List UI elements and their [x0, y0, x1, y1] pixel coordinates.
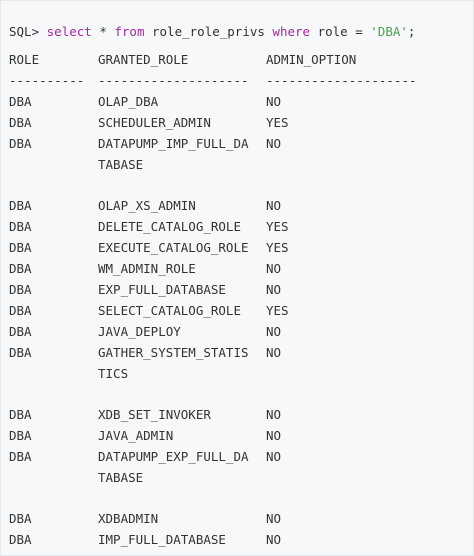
cell-role: DBA	[9, 219, 32, 234]
cell-granted-role: JAVA_ADMIN	[98, 428, 174, 443]
header-granted-role: GRANTED_ROLE	[98, 52, 189, 67]
cell-role: DBA	[9, 407, 32, 422]
cell-role: DBA	[9, 198, 32, 213]
keyword-select: select	[46, 24, 92, 39]
header-admin-option: ADMIN_OPTION	[266, 52, 357, 67]
cell-role: DBA	[9, 240, 32, 255]
cell-role: DBA	[9, 261, 32, 276]
cell-granted-role-continued: TICS	[98, 366, 129, 381]
cell-role: DBA	[9, 115, 32, 130]
cell-granted-role: SELECT_CATALOG_ROLE	[98, 303, 241, 318]
keyword-from: from	[114, 24, 145, 39]
query-terminator: ;	[407, 24, 416, 39]
cell-admin-option: NO	[266, 282, 282, 297]
cell-role: DBA	[9, 136, 32, 151]
cell-role: DBA	[9, 449, 32, 464]
cell-granted-role: DATAPUMP_IMP_FULL_DA	[98, 136, 249, 151]
cell-granted-role: DELETE_CATALOG_ROLE	[98, 219, 241, 234]
cell-role: DBA	[9, 428, 32, 443]
cell-admin-option: NO	[266, 407, 282, 422]
cell-granted-role: XDBADMIN	[98, 511, 159, 526]
cell-admin-option: NO	[266, 449, 282, 464]
cell-admin-option: YES	[266, 303, 289, 318]
cell-granted-role: EXP_FULL_DATABASE	[98, 282, 226, 297]
cell-granted-role: XDB_SET_INVOKER	[98, 407, 211, 422]
cell-granted-role: GATHER_SYSTEM_STATIS	[98, 345, 249, 360]
cell-admin-option: NO	[266, 198, 282, 213]
separator-role: ----------	[9, 73, 85, 88]
query-table: role_role_privs	[144, 24, 273, 39]
cell-granted-role: DATAPUMP_EXP_FULL_DA	[98, 449, 249, 464]
cell-granted-role: OLAP_DBA	[98, 94, 159, 109]
cell-admin-option: NO	[266, 511, 282, 526]
cell-admin-option: YES	[266, 219, 289, 234]
cell-granted-role: OLAP_XS_ADMIN	[98, 198, 196, 213]
cell-role: DBA	[9, 303, 32, 318]
cell-role: DBA	[9, 345, 32, 360]
cell-granted-role: IMP_FULL_DATABASE	[98, 532, 226, 547]
sql-prompt: SQL>	[9, 24, 47, 39]
cell-granted-role: WM_ADMIN_ROLE	[98, 261, 196, 276]
cell-role: DBA	[9, 511, 32, 526]
cell-granted-role: EXECUTE_CATALOG_ROLE	[98, 240, 249, 255]
cell-granted-role: SCHEDULER_ADMIN	[98, 115, 211, 130]
cell-admin-option: NO	[266, 428, 282, 443]
cell-role: DBA	[9, 94, 32, 109]
cell-granted-role-continued: TABASE	[98, 470, 144, 485]
header-role: ROLE	[9, 52, 40, 67]
query-string-value: 'DBA'	[370, 24, 408, 39]
cell-admin-option: NO	[266, 94, 282, 109]
cell-admin-option: NO	[266, 261, 282, 276]
separator-admin-option: --------------------	[266, 73, 417, 88]
cell-admin-option: NO	[266, 532, 282, 547]
query-star: *	[91, 24, 115, 39]
cell-role: DBA	[9, 532, 32, 547]
cell-role: DBA	[9, 282, 32, 297]
cell-admin-option: YES	[266, 115, 289, 130]
sql-query-line	[9, 24, 415, 40]
cell-admin-option: NO	[266, 324, 282, 339]
cell-admin-option: NO	[266, 345, 282, 360]
cell-granted-role: JAVA_DEPLOY	[98, 324, 181, 339]
keyword-where: where	[272, 24, 311, 39]
cell-admin-option: NO	[266, 136, 282, 151]
cell-granted-role-continued: TABASE	[98, 157, 144, 172]
query-condition: role =	[310, 24, 371, 39]
cell-admin-option: YES	[266, 240, 289, 255]
cell-role: DBA	[9, 324, 32, 339]
separator-granted-role: --------------------	[98, 73, 249, 88]
